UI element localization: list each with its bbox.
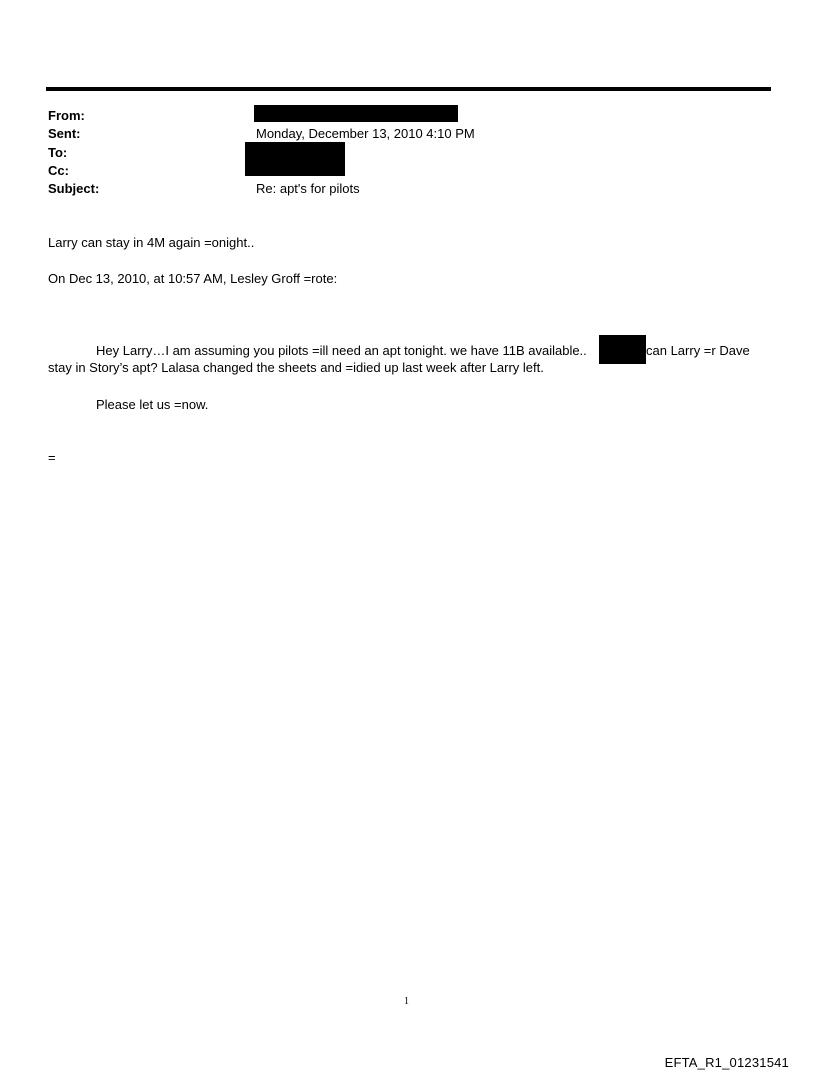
quote-intro: On Dec 13, 2010, at 10:57 AM, Lesley Groff =rote: <box>48 271 338 286</box>
subject-label: Subject: <box>48 181 100 196</box>
sent-label: Sent: <box>48 126 81 141</box>
body-redaction <box>599 335 646 364</box>
header-divider <box>46 87 771 91</box>
subject-value: Re: apt's for pilots <box>256 181 360 196</box>
quoted-line-1a: Hey Larry…I am assuming you pilots =ill need an apt tonight. we have 11B available.. <box>96 343 587 358</box>
quoted-line-2: stay in Story’s apt? Lalasa changed the sheets and =idied up last week after Larry left. <box>48 360 544 375</box>
bates-number: EFTA_R1_01231541 <box>664 1055 789 1070</box>
to-label: To: <box>48 145 68 160</box>
reply-line: Larry can stay in 4M again =onight.. <box>48 235 255 250</box>
quoted-line-1b: can Larry =r Dave <box>646 343 750 358</box>
cc-label: Cc: <box>48 163 69 178</box>
sent-value: Monday, December 13, 2010 4:10 PM <box>256 126 475 141</box>
from-redaction <box>254 105 458 122</box>
page-number: 1 <box>404 996 409 1007</box>
quoted-line-3: Please let us =now. <box>96 397 209 412</box>
from-label: From: <box>48 108 85 123</box>
to-cc-redaction <box>245 142 345 176</box>
trailing-char: = <box>48 450 56 465</box>
